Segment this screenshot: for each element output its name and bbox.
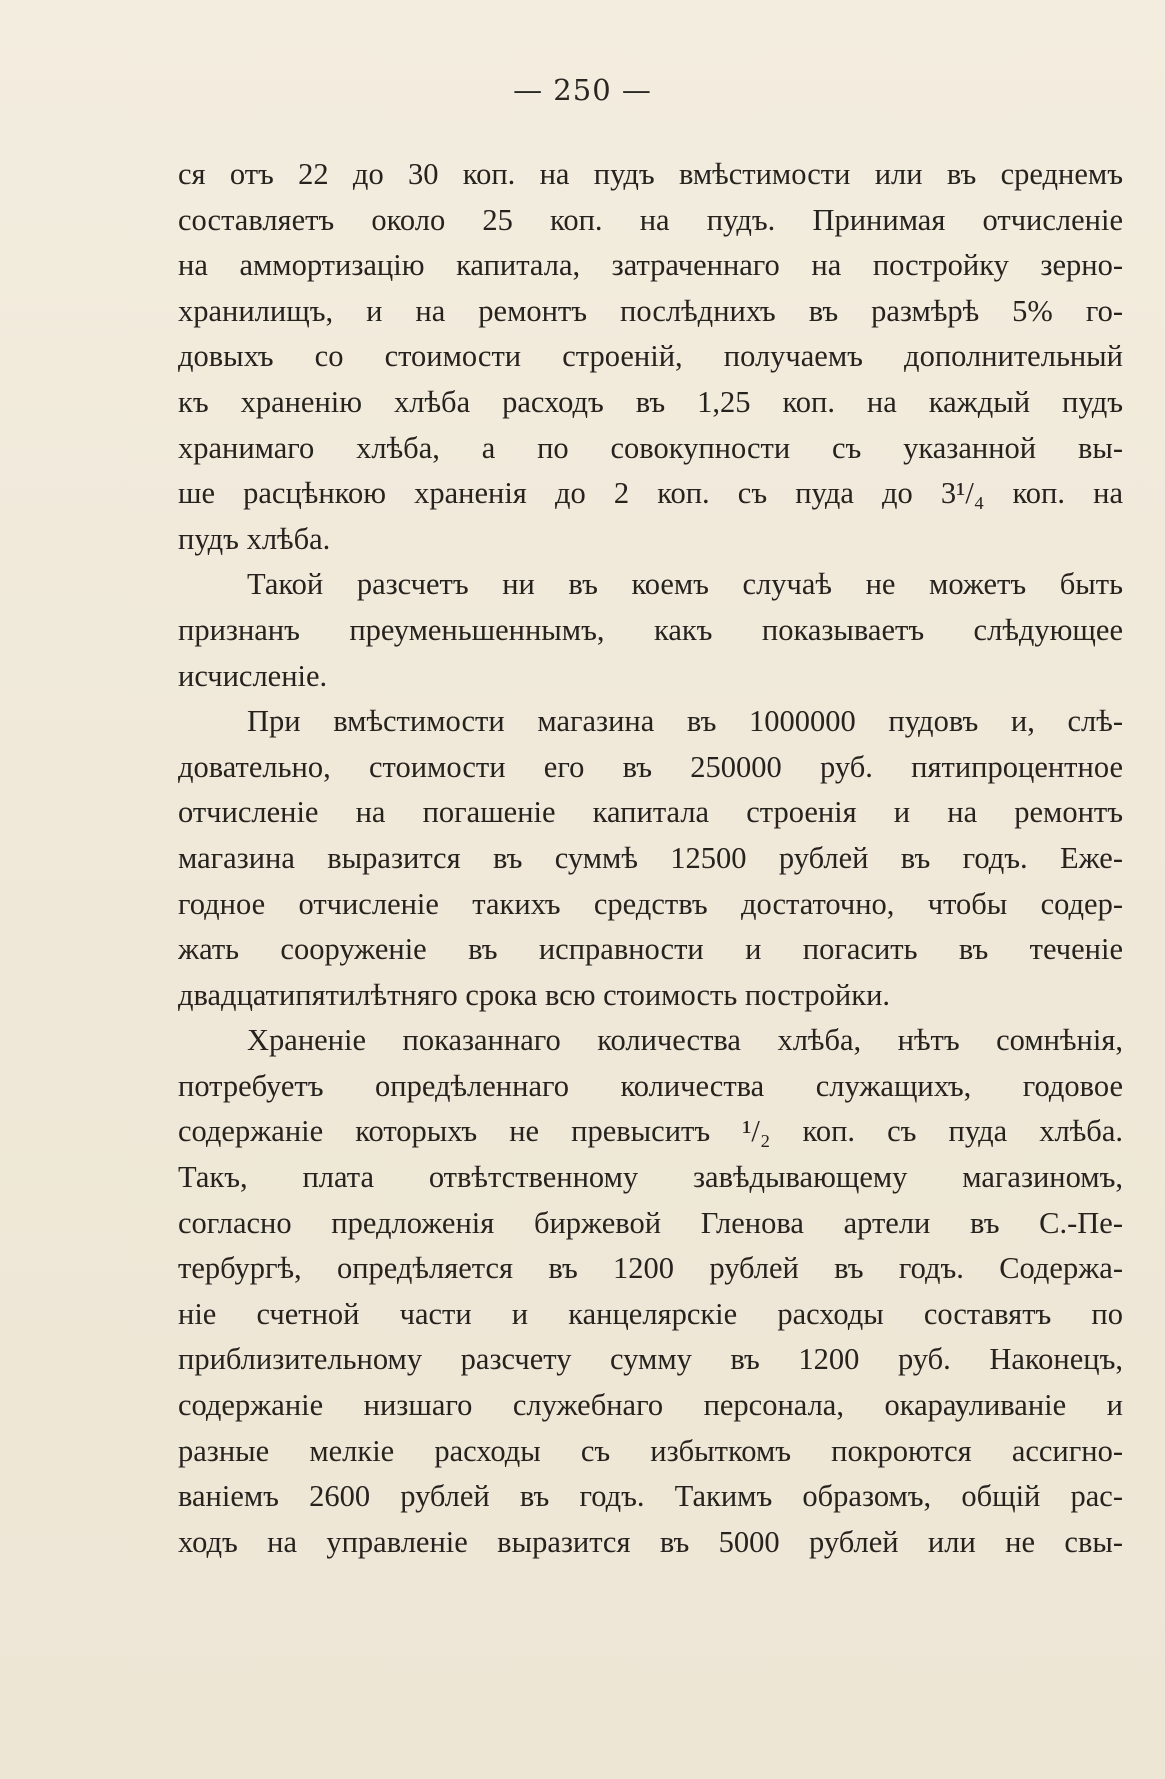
text-line: магазина выразится въ суммѣ 12500 рублей въ годъ. Еже- [178,840,1123,875]
text-line: жать сооруженіе въ исправности и погасить въ теченіе [178,932,1123,967]
text-line: къ храненію хлѣба расходъ въ 1,25 коп. на каждый пудъ [178,384,1123,419]
text-line: ше расцѣнкою храненія до 2 коп. съ пуда до 3¹/₄ коп. на [178,476,1123,511]
page-number: — 250 — [513,73,652,107]
text-line: потребуетъ опредѣленнаго количества служащихъ, годовое [178,1068,1123,1103]
text-line: составляетъ около 25 коп. на пудъ. Принимая отчисленіе [178,202,1123,237]
text-line: тербургѣ, опредѣляется въ 1200 рублей въ годъ. Содержа- [178,1251,1123,1286]
paragraph [178,1018,1123,1565]
text-line: Храненіе показаннаго количества хлѣба, нѣтъ сомнѣнія, [247,1023,1123,1058]
text-line: согласно предложенія биржевой Гленова артели въ С.-Пе- [178,1205,1123,1240]
text-line: При вмѣстимости магазина въ 1000000 пудовъ и, слѣ- [247,704,1123,739]
text-line: пудъ хлѣба. [178,521,331,556]
text-line: Такой разсчетъ ни въ коемъ случаѣ не можетъ быть [247,567,1123,602]
text-line: двадцатипятилѣтняго срока всю стоимость постройки. [178,977,891,1012]
text-line: годное отчисленіе такихъ средствъ достаточно, чтобы содер- [178,886,1123,921]
paragraph [178,152,1123,562]
text-line: Такъ, плата отвѣтственному завѣдывающему магазиномъ, [178,1160,1123,1195]
text-line: содержаніе низшаго служебнаго персонала, окарауливаніе и [178,1388,1123,1423]
text-line: на аммортизацію капитала, затраченнаго на постройку зерно- [178,248,1123,283]
text-line: исчисленіе. [178,658,328,693]
text-line: хранимаго хлѣба, а по совокупности съ указанной вы- [178,430,1123,465]
text-line: отчисленіе на погашеніе капитала строенія и на ремонтъ [178,795,1123,830]
text-line: разные мелкіе расходы съ избыткомъ покроются ассигно- [178,1433,1123,1468]
text-line: ходъ на управленіе выразится въ 5000 рублей или не свы- [178,1524,1123,1559]
text-line: ся отъ 22 до 30 коп. на пудъ вмѣстимости или въ среднемъ [178,157,1123,191]
text-line: хранилищъ, и на ремонтъ послѣднихъ въ размѣрѣ 5% го- [178,293,1123,328]
paragraph [178,699,1123,1018]
text-line: довательно, стоимости его въ 250000 руб. пятипроцентное [178,749,1123,784]
text-line: довыхъ со стоимости строеній, получаемъ дополнительный [178,339,1123,374]
text-line: ніе счетной части и канцелярскіе расходы составятъ по [178,1296,1123,1331]
text-line: ваніемъ 2600 рублей въ годъ. Такимъ образомъ, общій рас- [178,1479,1123,1514]
text-line: содержаніе которыхъ не превыситъ ¹/₂ коп. съ пуда хлѣба. [178,1114,1123,1149]
text-line: приблизительному разсчету сумму въ 1200 руб. Наконецъ, [178,1342,1123,1377]
body-text [178,152,1123,1565]
paragraph [178,562,1123,699]
text-line: признанъ преуменьшеннымъ, какъ показываетъ слѣдующее [178,612,1123,647]
